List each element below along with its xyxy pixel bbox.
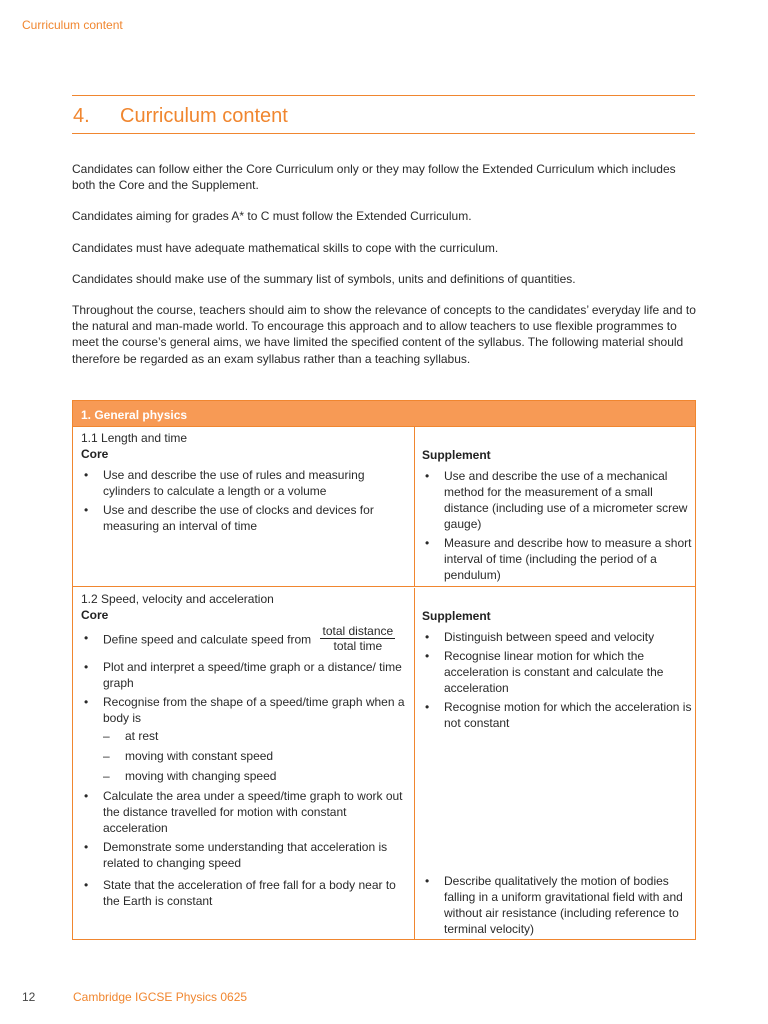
intro-paragraph: Candidates can follow either the Core Curriculum only or they may follow the Extended Curriculum which includes both the Core and the Supplement. bbox=[72, 162, 676, 193]
running-head: Curriculum content bbox=[22, 18, 123, 32]
dash-icon: – bbox=[103, 749, 110, 763]
list-item: • Recognise linear motion for which the acceleration is constant and calculate the acceleration bbox=[425, 649, 664, 695]
supplement-list bbox=[422, 468, 692, 583]
table-row-speed-velocity bbox=[73, 588, 695, 939]
table-header: 1. General physics bbox=[73, 401, 695, 427]
list-item: • State that the acceleration of free fall for a body near to the Earth is constant bbox=[84, 878, 396, 908]
bullet-icon: • bbox=[84, 503, 89, 517]
supplement-list bbox=[422, 629, 692, 731]
supplement-heading: Supplement bbox=[422, 448, 491, 462]
list-item: • Demonstrate some understanding that acceleration is related to changing speed bbox=[84, 840, 388, 870]
topic-title: 1.1 Length and time bbox=[81, 431, 188, 445]
column-divider bbox=[414, 427, 415, 586]
sub-list-item: – moving with changing speed bbox=[103, 769, 277, 783]
list-item: • Recognise motion for which the acceleration is not constant bbox=[425, 700, 692, 730]
intro-text bbox=[72, 161, 702, 382]
intro-paragraph: Throughout the course, teachers should aim to show the relevance of concepts to the candidates’ everyday life and to the natural and man-made world. To encourage this approach and to allow teachers to use flexible programmes to meet the course’s general aims, we have limited the specified content of the syllabus. The following material should therefore be regarded as an exam syllabus rather than a teaching syllabus. bbox=[72, 303, 696, 366]
bullet-icon: • bbox=[425, 469, 430, 483]
bullet-icon: • bbox=[84, 631, 89, 645]
list-item: • Define speed and calculate speed from $\frac{\text{total distance}}{\text{total time}}$ bbox=[84, 624, 394, 653]
syllabus-table bbox=[72, 400, 696, 940]
list-item: • Calculate the area under a speed/time graph to work out the distance travelled for motion with constant acceleration bbox=[84, 789, 403, 835]
section-number: 4. bbox=[73, 105, 90, 127]
bullet-icon: • bbox=[84, 840, 89, 854]
list-item: • Use and describe the use of rules and measuring cylinders to calculate a length or a volume bbox=[84, 468, 365, 498]
bullet-icon: • bbox=[84, 660, 89, 674]
list-item: • Use and describe the use of clocks and devices for measuring an interval of time bbox=[84, 503, 374, 533]
column-divider bbox=[414, 588, 415, 939]
table-row-length-time bbox=[73, 427, 695, 587]
bullet-icon: • bbox=[84, 878, 89, 892]
dash-icon: – bbox=[103, 729, 110, 743]
supplement-heading: Supplement bbox=[422, 609, 491, 623]
fraction-denominator: total time bbox=[333, 639, 383, 653]
intro-paragraph: Candidates should make use of the summary list of symbols, units and definitions of quantities. bbox=[72, 271, 576, 286]
page-title: Curriculum content bbox=[120, 105, 288, 127]
core-list bbox=[81, 626, 411, 909]
list-item: • Plot and interpret a speed/time graph or a distance/ time graph bbox=[84, 660, 402, 690]
bullet-icon: • bbox=[425, 700, 430, 714]
bullet-icon: • bbox=[84, 695, 89, 709]
sub-list-item: – moving with constant speed bbox=[103, 749, 274, 763]
sub-list-item: – at rest bbox=[103, 729, 159, 743]
page-number: 12 bbox=[22, 990, 36, 1004]
core-heading: Core bbox=[81, 447, 109, 461]
list-item: • Measure and describe how to measure a short interval of time (including the period of a pendulum) bbox=[425, 536, 692, 582]
footer-title: Cambridge IGCSE Physics 0625 bbox=[73, 990, 248, 1004]
bullet-icon: • bbox=[84, 468, 89, 482]
speed-fraction bbox=[320, 624, 395, 653]
topic-title: 1.2 Speed, velocity and acceleration bbox=[81, 592, 274, 606]
bullet-icon: • bbox=[425, 874, 430, 888]
core-cell bbox=[81, 427, 411, 534]
list-item: • Describe qualitatively the motion of bodies falling in a uniform gravitational field with and without air resistance (including reference to terminal velocity) bbox=[425, 874, 683, 936]
fraction-numerator: total distance bbox=[322, 624, 394, 638]
supplement-cell bbox=[422, 588, 692, 936]
dash-icon: – bbox=[103, 769, 110, 783]
section-heading bbox=[72, 95, 695, 134]
intro-paragraph: Candidates aiming for grades A* to C must follow the Extended Curriculum. bbox=[72, 209, 472, 224]
core-heading: Core bbox=[81, 608, 109, 622]
intro-paragraph: Candidates must have adequate mathematical skills to cope with the curriculum. bbox=[72, 240, 499, 255]
supplement-cell bbox=[422, 427, 692, 583]
list-item: • Distinguish between speed and velocity bbox=[425, 630, 655, 644]
bullet-icon: • bbox=[84, 789, 89, 803]
bullet-icon: • bbox=[425, 536, 430, 550]
list-item: • Use and describe the use of a mechanical method for the measurement of a small distance (including use of a micrometer screw gauge) bbox=[425, 469, 688, 531]
sub-list bbox=[81, 728, 411, 784]
supplement-list bbox=[422, 873, 692, 937]
bullet-icon: • bbox=[425, 630, 430, 644]
bullet-icon: • bbox=[425, 649, 430, 663]
core-cell bbox=[81, 588, 411, 909]
core-list bbox=[81, 467, 411, 534]
list-item: • Recognise from the shape of a speed/time graph when a body is – at rest – moving with constant speed – moving with changing speed bbox=[81, 694, 411, 784]
